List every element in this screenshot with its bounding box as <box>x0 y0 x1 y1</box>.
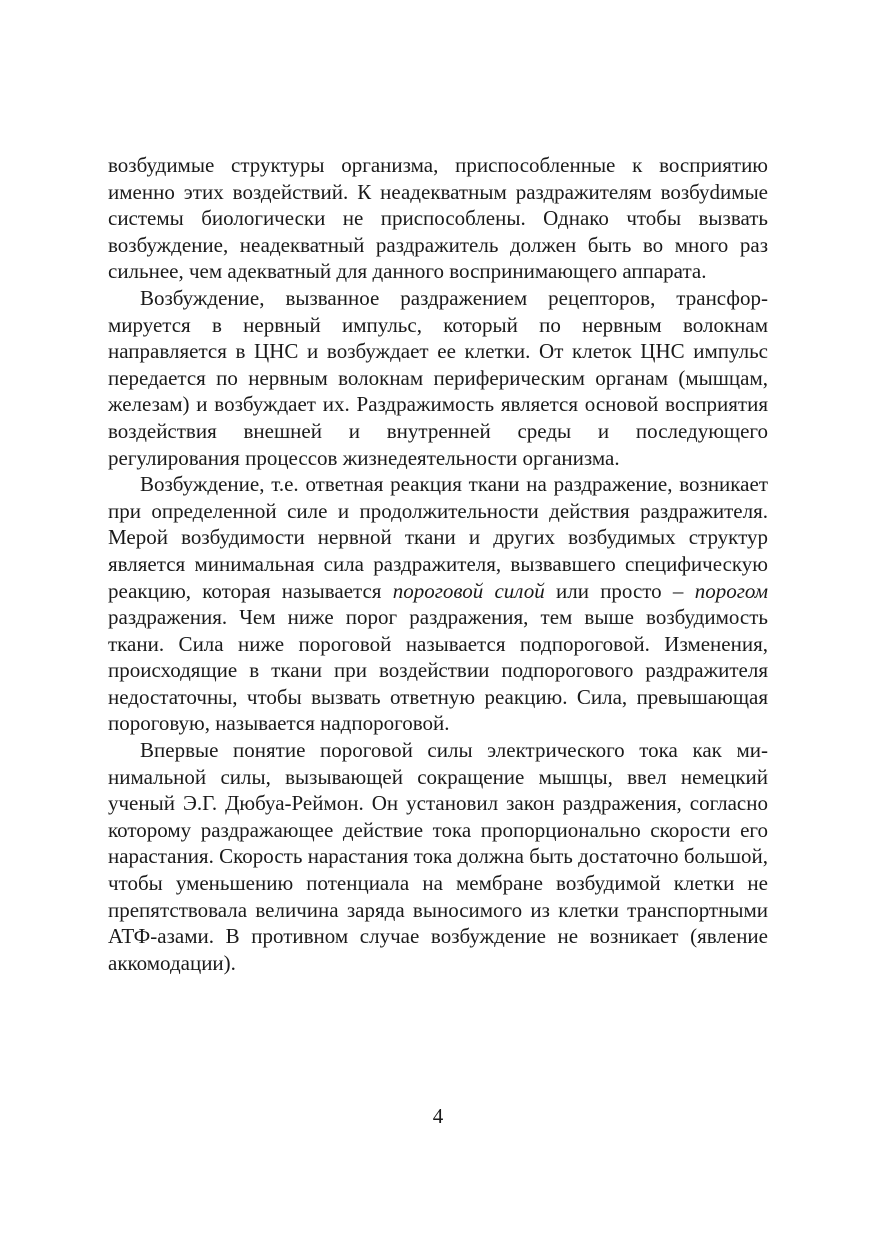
paragraph-text: Возбуждение, т.е. ответная реакция ткани на раздражение, возникает при определенной силе и продолжительности действия раздражителя. Мерой возбудимости нервной ткани и других возбудимых структур является минимальная сила раздражителя, вызвавшего специфическую реакцию, которая называется <box>108 472 768 603</box>
paragraph-text: возбудимые структуры организма, приспособленные к восприятию именно этих воздействий. К неадекватным раздражителям возбуdимые системы биологически не приспособлены. Однако чтобы вызвать возбуждение, неадекватный раздражитель должен быть во много раз сильнее, чем адекватный для данного воспринимающего аппарата. <box>108 153 768 284</box>
paragraph-text: Возбуждение, вызванное раздражением рецепторов, трансформируется в нервный импульс, который по нервным волокнам направляется в ЦНС и возбуждает ее клетки. От клеток ЦНС импульс передается по нервным волокнам периферическим органам (мышцам, железам) и возбуждает их. Раздражимость является основой восприятия воздействия внешней и внутренней среды и последующего регулирования процессов жизнедеятельности организма. <box>108 285 768 470</box>
paragraph-2 <box>108 285 768 471</box>
term-threshold-force: пороговой силой <box>392 578 545 603</box>
paragraph-text: раздражения. Чем ниже порог раздражения, тем выше возбудимость ткани. Сила ниже пороговой называется подпороговой. Изменения, происходящие в ткани при воздействии подпорогового раздражителя недостаточны, чтобы вызвать ответную реакцию. Сила, превышающая пороговую, называется надпороговой. <box>108 605 768 736</box>
paragraph-1 <box>108 152 768 285</box>
paragraph-3 <box>108 471 768 737</box>
page-body <box>108 152 768 976</box>
paragraph-text: или просто – <box>544 578 695 603</box>
paragraph-4 <box>108 737 768 976</box>
paragraph-text: Впервые понятие пороговой силы электрического тока как минимальной силы, вызывающей сокращение мышцы, ввел немецкий ученый Э.Г. Дюбуа-Реймон. Он установил закон раздражения, согласно которому раздражающее действие тока пропорционально скорости его нарастания. Скорость нарастания тока должна быть достаточно большой, чтобы уменьшению потенциала на мембране возбудимой клетки не препятствовала величина заряда выносимого из клетки транспортными АТФ-азами. В противном случае возбуждение не возникает (явление аккомодации). <box>108 738 768 975</box>
page-number: 4 <box>432 1104 444 1128</box>
term-threshold: порогом <box>694 578 768 603</box>
